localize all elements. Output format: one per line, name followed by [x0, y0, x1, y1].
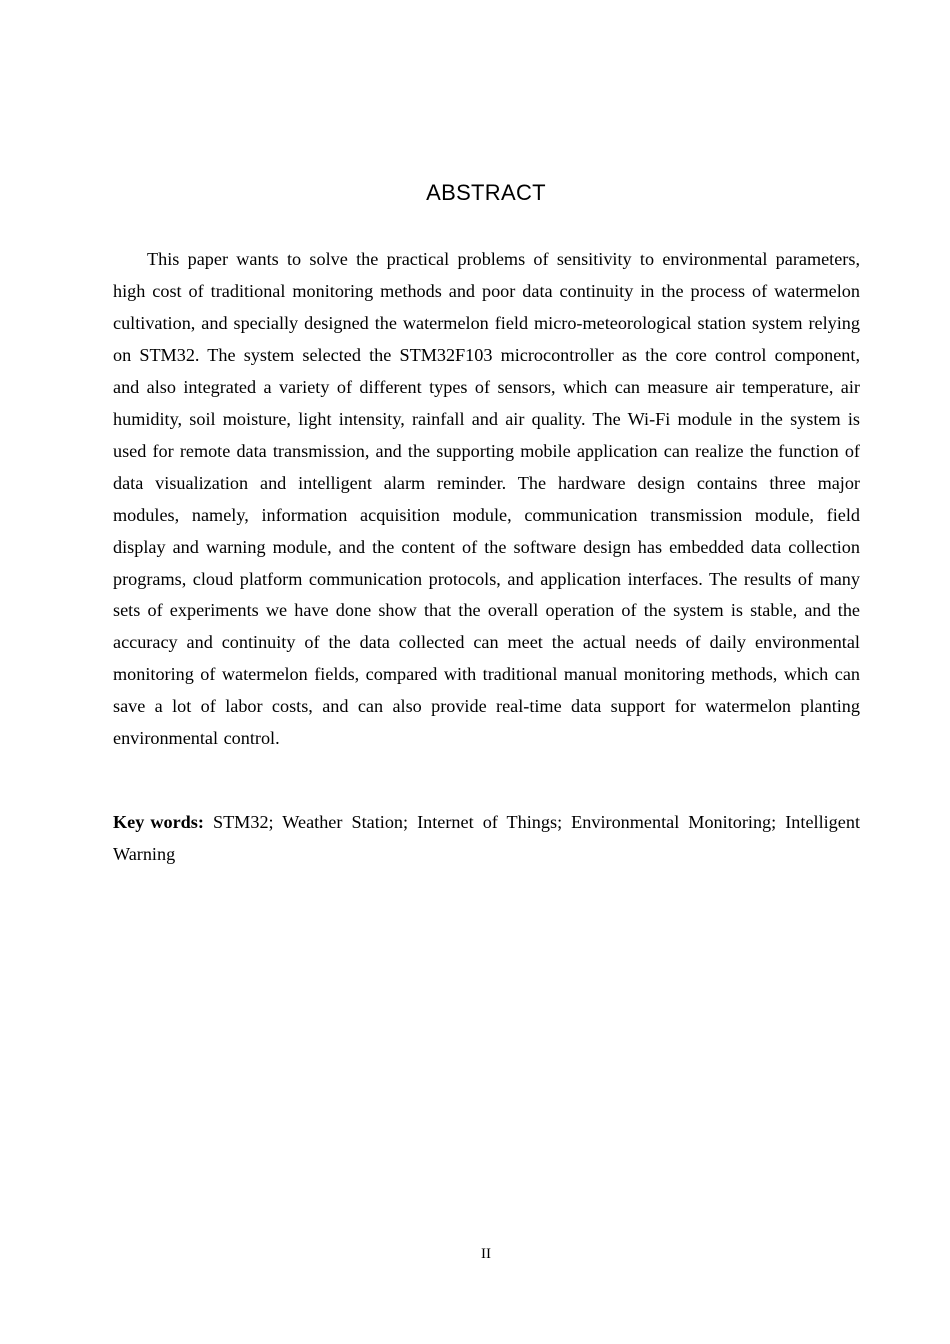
abstract-body: This paper wants to solve the practical problems of sensitivity to environmental parameters, high cost of traditional monitoring methods and poor data continuity in the process of watermelon cultivation, and specially designed the watermelon field micro-meteorological station system relying on STM32. The system selected the STM32F103 microcontroller as the core control component, and also integrated a variety of different types of sensors, which can measure air temperature, air humidity, soil moisture, light intensity, rainfall and air quality. The Wi-Fi module in the system is used for remote data transmission, and the supporting mobile application can realize the function of data visualization and intelligent alarm reminder. The hardware design contains three major modules, namely, information acquisition module, communication transmission module, field display and warning module, and the content of the software design has embedded data collection programs, cloud platform communication protocols, and application interfaces. The results of many sets of experiments we have done show that the overall operation of the system is stable, and the accuracy and continuity of the data collected can meet the actual needs of daily environmental monitoring of watermelon fields, compared with traditional manual monitoring methods, which can save a lot of labor costs, and can also provide real-time data support for watermelon planting environmental control.	[113, 249, 860, 749]
keywords-list: STM32; Weather Station; Internet of Things; Environmental Monitoring; Intelligent Warning	[113, 812, 860, 864]
keywords-paragraph	[113, 806, 860, 870]
abstract-heading: ABSTRACT	[426, 180, 546, 205]
page-number: II	[481, 1246, 491, 1262]
keywords-label: Key words:	[113, 812, 204, 832]
